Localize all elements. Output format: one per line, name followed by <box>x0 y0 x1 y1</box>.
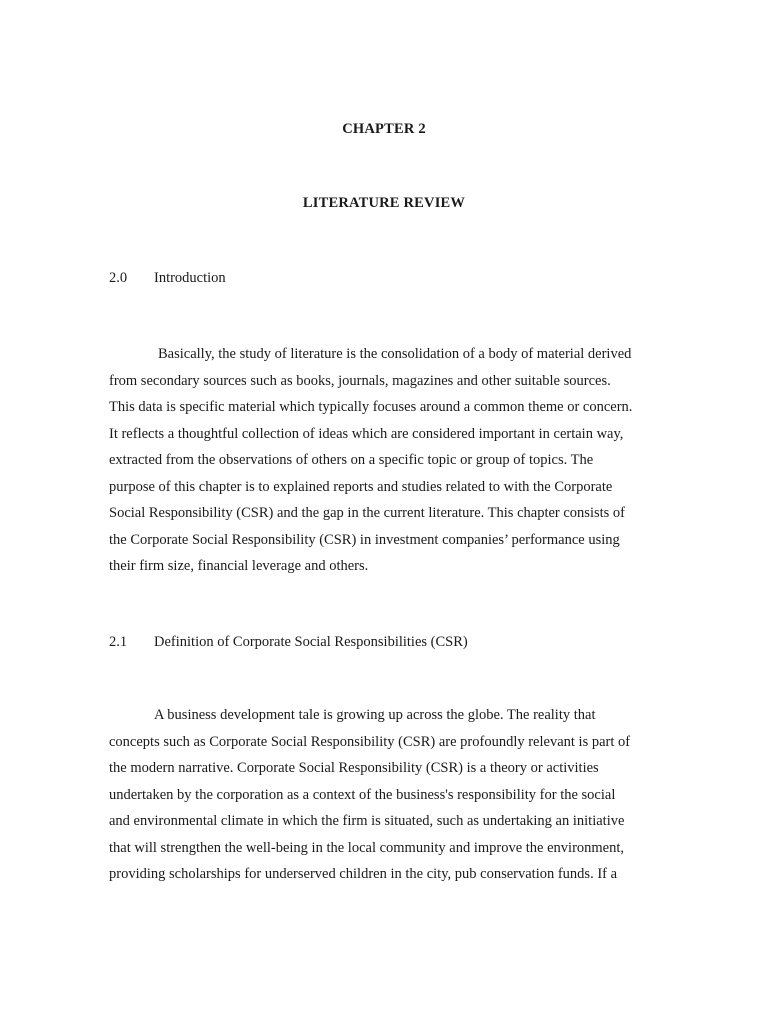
section-number: 2.1 <box>109 634 128 650</box>
csr-definition-paragraph <box>109 702 658 888</box>
section-heading-csr-definition <box>109 634 468 651</box>
section-title: Definition of Corporate Social Responsibilities (CSR) <box>154 634 468 650</box>
paragraph-line: purpose of this chapter is to explained reports and studies related to with the Corporate <box>109 478 613 495</box>
section-number: 2.0 <box>109 270 128 286</box>
paragraph-line: Basically, the study of literature is the consolidation of a body of material derived <box>158 346 632 362</box>
paragraph-line: It reflects a thoughtful collection of ideas which are considered important in certain way, <box>109 425 624 442</box>
paragraph-line: providing scholarships for underserved children in the city, pub conservation funds. If a <box>109 866 618 882</box>
paragraph-line: Social Responsibility (CSR) and the gap in the current literature. This chapter consists of <box>109 505 625 521</box>
paragraph-line: A business development tale is growing up across the globe. The reality that <box>154 707 596 723</box>
paragraph-line: and environmental climate in which the firm is situated, such as undertaking an initiative <box>109 813 625 829</box>
section-title: Introduction <box>154 270 226 286</box>
paragraph-line: that will strengthen the well-being in the local community and improve the environment, <box>109 839 625 856</box>
paragraph-line: their firm size, financial leverage and others. <box>109 558 369 574</box>
paragraph-line: extracted from the observations of others on a specific topic or group of topics. The <box>109 452 594 468</box>
paragraph-line: undertaken by the corporation as a context of the business's responsibility for the social <box>109 786 616 803</box>
section-heading-introduction <box>109 270 226 287</box>
paragraph-line: from secondary sources such as books, journals, magazines and other suitable sources. <box>109 372 611 389</box>
paragraph-line: the Corporate Social Responsibility (CSR) in investment companies’ performance using <box>109 531 620 548</box>
introduction-paragraph <box>109 341 658 580</box>
chapter-number: CHAPTER 2 <box>342 121 426 137</box>
paragraph-line: concepts such as Corporate Social Responsibility (CSR) are profoundly relevant is part of <box>109 733 631 750</box>
chapter-title: LITERATURE REVIEW <box>302 195 466 211</box>
paragraph-line: This data is specific material which typically focuses around a common theme or concern. <box>109 399 633 415</box>
paragraph-line: the modern narrative. Corporate Social Responsibility (CSR) is a theory or activities <box>109 760 599 776</box>
